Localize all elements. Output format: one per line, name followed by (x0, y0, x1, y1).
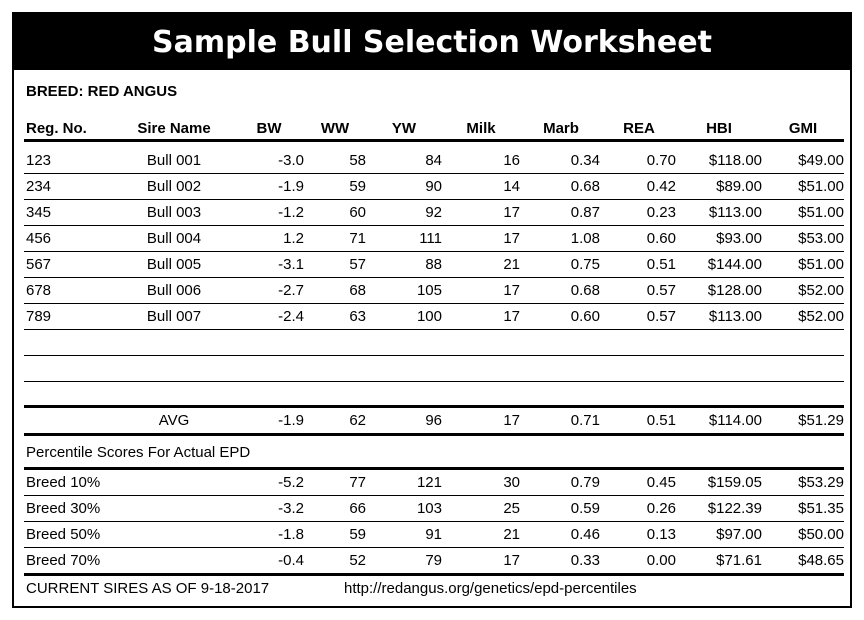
col-header-rea: REA (623, 120, 655, 137)
table-row (24, 278, 844, 304)
hbi-cell: $89.00 (716, 178, 762, 195)
worksheet (12, 12, 852, 608)
bw-cell: -2.7 (278, 282, 304, 299)
table-row (24, 304, 844, 330)
hbi-cell: $97.00 (716, 526, 762, 543)
marb-cell: 0.87 (570, 204, 600, 221)
marb-cell: 0.33 (570, 552, 600, 569)
reg-no-cell: 456 (26, 230, 52, 247)
col-header-yw: YW (391, 120, 417, 137)
table-row (24, 226, 844, 252)
gmi-cell: $50.00 (798, 526, 844, 543)
marb-cell: 0.71 (570, 412, 600, 429)
hbi-cell: $93.00 (716, 230, 762, 247)
sire-name-cell: Bull 001 (146, 152, 202, 169)
col-header-bw: BW (256, 120, 282, 137)
gmi-cell: $53.00 (798, 230, 844, 247)
gmi-cell: $49.00 (798, 152, 844, 169)
gmi-cell: $52.00 (798, 282, 844, 299)
milk-cell: 30 (503, 474, 520, 491)
milk-cell: 17 (503, 204, 520, 221)
col-header-milk: Milk (466, 120, 496, 137)
ww-cell: 77 (349, 474, 366, 491)
yw-cell: 88 (425, 256, 442, 273)
empty-row (24, 380, 844, 408)
gmi-cell: $51.00 (798, 256, 844, 273)
col-header-reg-no: Reg. No. (26, 120, 87, 137)
marb-cell: 0.34 (570, 152, 600, 169)
milk-cell: 17 (503, 412, 520, 429)
table-row (24, 174, 844, 200)
title-bar (14, 14, 850, 70)
hbi-cell: $113.00 (708, 204, 762, 221)
sire-name-cell: Bull 004 (146, 230, 202, 247)
milk-cell: 21 (503, 526, 520, 543)
yw-cell: 92 (425, 204, 442, 221)
yw-cell: 103 (416, 500, 442, 517)
milk-cell: 16 (503, 152, 520, 169)
ww-cell: 71 (349, 230, 366, 247)
hbi-cell: $113.00 (708, 308, 762, 325)
bw-cell: -1.9 (278, 412, 304, 429)
bw-cell: -5.2 (278, 474, 304, 491)
marb-cell: 0.79 (570, 474, 600, 491)
bw-cell: -3.2 (278, 500, 304, 517)
breed-heading: BREED: RED ANGUS (26, 83, 178, 100)
yw-cell: 100 (416, 308, 442, 325)
yw-cell: 91 (425, 526, 442, 543)
footer-url: http://redangus.org/genetics/epd-percentiles (344, 580, 637, 597)
empty-row (24, 356, 844, 382)
reg-no-cell: 567 (26, 256, 52, 273)
hbi-cell: $128.00 (707, 282, 762, 299)
bw-cell: -0.4 (278, 552, 304, 569)
rea-cell: 0.60 (646, 230, 676, 247)
gmi-cell: $51.00 (798, 178, 844, 195)
footer-date-note: CURRENT SIRES AS OF 9-18-2017 (26, 580, 270, 597)
bw-cell: -2.4 (278, 308, 304, 325)
hbi-cell: $159.05 (707, 474, 762, 491)
marb-cell: 0.60 (570, 308, 600, 325)
col-header-marb: Marb (543, 120, 579, 137)
percentile-label: Breed 70% (26, 552, 101, 569)
col-header-sire-name: Sire Name (137, 120, 211, 137)
milk-cell: 17 (503, 308, 520, 325)
yw-cell: 111 (419, 230, 442, 247)
sire-name-cell: Bull 005 (146, 256, 202, 273)
hbi-cell: $71.61 (716, 552, 762, 569)
marb-cell: 0.75 (570, 256, 600, 273)
reg-no-cell: 123 (26, 152, 52, 169)
reg-no-cell: 345 (26, 204, 52, 221)
percentile-title: Percentile Scores For Actual EPD (26, 444, 251, 461)
rea-cell: 0.57 (646, 308, 676, 325)
table-row (24, 252, 844, 278)
gmi-cell: $51.00 (798, 204, 844, 221)
bw-cell: -1.8 (278, 526, 304, 543)
gmi-cell: $51.29 (798, 412, 844, 429)
ww-cell: 66 (349, 500, 366, 517)
bw-cell: 1.2 (283, 230, 304, 247)
rea-cell: 0.26 (646, 500, 676, 517)
marb-cell: 0.68 (570, 178, 600, 195)
hbi-cell: $118.00 (708, 152, 762, 169)
reg-no-cell: 234 (26, 178, 52, 195)
yw-cell: 84 (425, 152, 442, 169)
sire-name-cell: Bull 003 (146, 204, 202, 221)
ww-cell: 63 (349, 308, 366, 325)
milk-cell: 25 (503, 500, 520, 517)
average-label: AVG (158, 412, 190, 429)
gmi-cell: $52.00 (798, 308, 844, 325)
reg-no-cell: 678 (26, 282, 52, 299)
rea-cell: 0.51 (646, 256, 676, 273)
rea-cell: 0.45 (646, 474, 676, 491)
bw-cell: -3.1 (278, 256, 304, 273)
yw-cell: 121 (416, 474, 442, 491)
yw-cell: 90 (425, 178, 442, 195)
rea-cell: 0.57 (646, 282, 676, 299)
average-row (24, 408, 844, 436)
ww-cell: 58 (349, 152, 366, 169)
gmi-cell: $51.35 (798, 500, 844, 517)
marb-cell: 0.46 (570, 526, 600, 543)
ww-cell: 52 (349, 552, 366, 569)
col-header-hbi: HBI (706, 120, 732, 137)
percentile-header-rule (24, 442, 844, 470)
milk-cell: 14 (503, 178, 520, 195)
percentile-row (24, 470, 844, 496)
hbi-cell: $114.00 (708, 412, 762, 429)
col-header-gmi: GMI (788, 120, 818, 137)
table-row (24, 148, 844, 174)
bw-cell: -1.2 (278, 204, 304, 221)
ww-cell: 60 (349, 204, 366, 221)
empty-row (24, 330, 844, 356)
gmi-cell: $53.29 (798, 474, 844, 491)
percentile-label: Breed 10% (26, 474, 101, 491)
table-header-row (24, 116, 844, 142)
ww-cell: 68 (349, 282, 366, 299)
marb-cell: 1.08 (570, 230, 600, 247)
yw-cell: 79 (425, 552, 442, 569)
milk-cell: 17 (503, 282, 520, 299)
rea-cell: 0.42 (646, 178, 676, 195)
gmi-cell: $48.65 (798, 552, 844, 569)
bw-cell: -1.9 (278, 178, 304, 195)
ww-cell: 59 (349, 526, 366, 543)
hbi-cell: $144.00 (707, 256, 762, 273)
rea-cell: 0.23 (646, 204, 676, 221)
marb-cell: 0.59 (570, 500, 600, 517)
footer (24, 580, 844, 604)
percentile-row (24, 548, 844, 576)
marb-cell: 0.68 (570, 282, 600, 299)
ww-cell: 57 (349, 256, 366, 273)
percentile-row (24, 496, 844, 522)
percentile-row (24, 522, 844, 548)
milk-cell: 17 (503, 230, 520, 247)
percentile-label: Breed 30% (26, 500, 101, 517)
ww-cell: 59 (349, 178, 366, 195)
sire-name-cell: Bull 006 (146, 282, 202, 299)
table-row (24, 200, 844, 226)
yw-cell: 96 (425, 412, 442, 429)
hbi-cell: $122.39 (707, 500, 762, 517)
rea-cell: 0.00 (646, 552, 676, 569)
percentile-label: Breed 50% (26, 526, 101, 543)
rea-cell: 0.13 (646, 526, 676, 543)
ww-cell: 62 (349, 412, 366, 429)
reg-no-cell: 789 (26, 308, 52, 325)
rea-cell: 0.70 (646, 152, 676, 169)
milk-cell: 17 (503, 552, 520, 569)
rea-cell: 0.51 (646, 412, 676, 429)
milk-cell: 21 (503, 256, 520, 273)
sire-name-cell: Bull 007 (146, 308, 202, 325)
worksheet-title: Sample Bull Selection Worksheet (152, 24, 712, 60)
yw-cell: 105 (416, 282, 442, 299)
bw-cell: -3.0 (278, 152, 304, 169)
sire-name-cell: Bull 002 (146, 178, 202, 195)
col-header-ww: WW (320, 120, 350, 137)
